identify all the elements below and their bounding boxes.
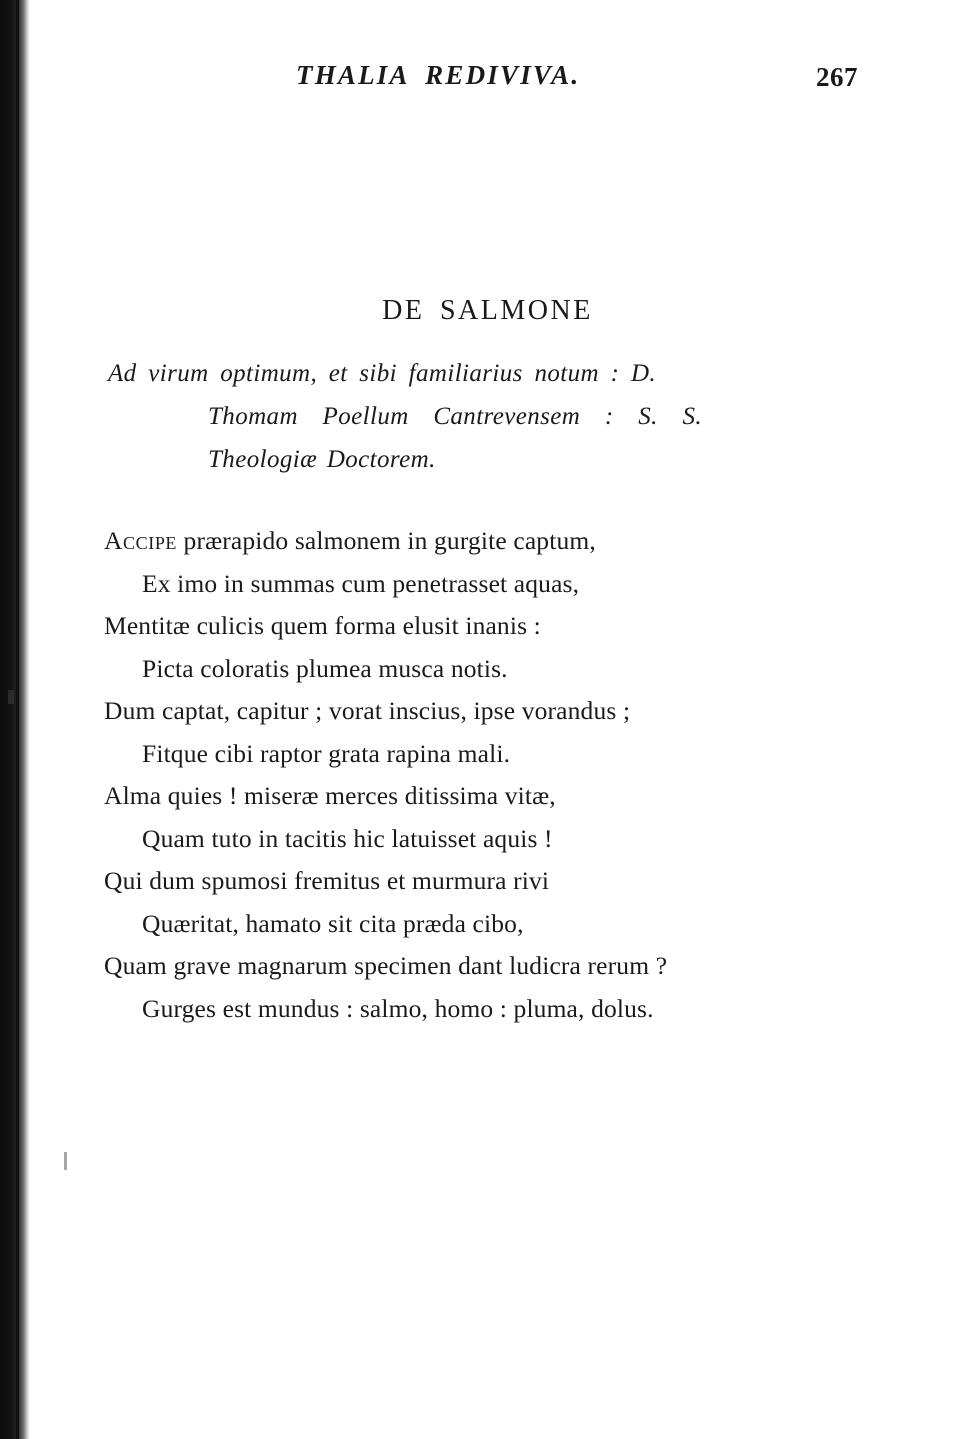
dedication-line: Ad virum optimum, et sibi familiarius notum : D. xyxy=(108,360,657,387)
running-head-title: THALIA REDIVIVA. xyxy=(296,60,581,90)
verse-line xyxy=(104,605,904,648)
verse-line-smallcaps: Accipe xyxy=(104,526,178,555)
running-head xyxy=(96,60,886,108)
scan-binding-edge xyxy=(0,0,30,1439)
poem-verse xyxy=(104,520,904,1030)
verse-line-text: Dum captat, capitur ; vorat inscius, ipse vorandus ; xyxy=(104,696,631,725)
verse-line-text: Fitque cibi raptor grata rapina mali. xyxy=(142,738,511,768)
verse-line-text: Quæritat, hamato sit cita præda cibo, xyxy=(142,908,524,938)
page-number: 267 xyxy=(816,62,858,92)
scan-artifact xyxy=(8,690,14,704)
dedication-line: Thomam Poellum Cantrevensem : S. S. xyxy=(208,403,702,430)
verse-line-text: Quam tuto in tacitis hic latuisset aquis ! xyxy=(142,823,553,853)
poem-dedication xyxy=(108,352,868,481)
verse-line xyxy=(104,648,904,691)
verse-line-text: Picta coloratis plumea musca notis. xyxy=(142,653,508,683)
verse-line xyxy=(104,903,904,946)
verse-line xyxy=(104,818,904,861)
verse-line xyxy=(104,988,904,1031)
verse-line xyxy=(104,733,904,776)
verse-line-text: Qui dum spumosi fremitus et murmura rivi xyxy=(104,866,550,895)
verse-line-text: Ex imo in summas cum penetrasset aquas, xyxy=(142,568,580,598)
verse-line xyxy=(104,520,904,563)
scan-binding-line xyxy=(16,0,19,1439)
poem-title: DE SALMONE xyxy=(382,295,593,326)
verse-line xyxy=(104,775,904,818)
verse-line xyxy=(104,860,904,903)
verse-line xyxy=(104,690,904,733)
verse-line-text: Gurges est mundus : salmo, homo : pluma, dolus. xyxy=(142,993,654,1023)
dedication-line: Theologiæ Doctorem. xyxy=(208,446,436,473)
verse-line xyxy=(104,945,904,988)
verse-line xyxy=(104,563,904,606)
verse-line-text: prærapido salmonem in gurgite captum, xyxy=(177,526,596,555)
verse-line-text: Mentitæ culicis quem forma elusit inanis : xyxy=(104,611,541,640)
scan-artifact xyxy=(64,1152,67,1170)
verse-line-text: Quam grave magnarum specimen dant ludicra rerum ? xyxy=(104,951,668,980)
verse-line-text: Alma quies ! miseræ merces ditissima vitæ, xyxy=(104,781,556,810)
